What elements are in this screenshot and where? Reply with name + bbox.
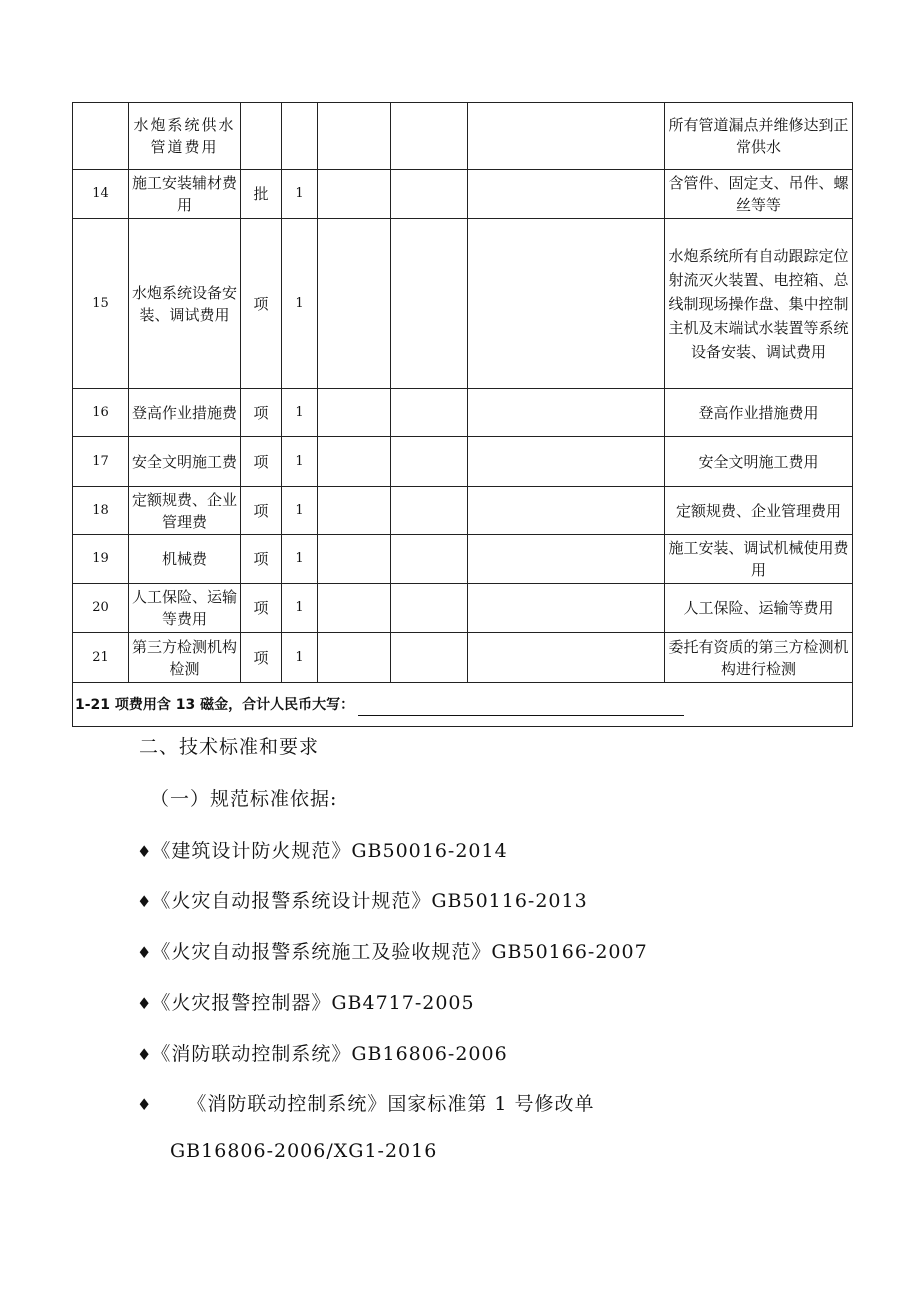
item-name: 施工安装辅材费用 [129,170,241,219]
item-name: 登高作业措施费 [129,389,241,437]
standard-text: 《消防联动控制系统》国家标准第 1 号修改单 [187,1093,595,1115]
item-quantity: 1 [282,633,318,683]
item-note: 含管件、固定支、吊件、螺丝等等 [665,170,853,219]
table-row [73,219,853,389]
table-row [73,487,853,535]
unit-price-cell [318,170,391,219]
item-quantity: 1 [282,535,318,584]
standard-text: 《建筑设计防火规范》GB50016-2014 [151,840,508,862]
table-row [73,389,853,437]
item-note: 施工安装、调试机械使用费用 [665,535,853,584]
item-unit: 项 [241,584,282,633]
standard-item [137,1089,595,1116]
standard-text: 《火灾自动报警系统施工及验收规范》GB50166-2007 [151,941,648,963]
item-note: 登高作业措施费用 [665,389,853,437]
item-unit: 项 [241,535,282,584]
item-quantity [282,103,318,170]
item-note: 人工保险、运输等费用 [665,584,853,633]
item-unit: 项 [241,219,282,389]
item-note: 安全文明施工费用 [665,437,853,487]
spec-cell [468,219,665,389]
table-row [73,584,853,633]
table-row [73,103,853,170]
item-name: 机械费 [129,535,241,584]
diamond-bullet-icon: ♦ [137,1045,152,1064]
spec-cell [468,584,665,633]
diamond-bullet-icon: ♦ [137,1095,152,1114]
section-heading: 二、技术标准和要求 [139,736,320,758]
unit-price-cell [318,535,391,584]
item-unit [241,103,282,170]
amount-cell [391,535,468,584]
amount-cell [391,389,468,437]
spec-cell [468,487,665,535]
item-unit: 项 [241,389,282,437]
standard-item [137,1039,508,1066]
row-number: 21 [73,633,129,683]
spec-cell [468,103,665,170]
standard-item [137,937,648,964]
item-note: 委托有资质的第三方检测机构进行检测 [665,633,853,683]
row-number: 15 [73,219,129,389]
row-number [73,103,129,170]
unit-price-cell [318,389,391,437]
unit-price-cell [318,219,391,389]
table-row [73,437,853,487]
total-cell [73,683,853,727]
row-number: 18 [73,487,129,535]
row-number: 20 [73,584,129,633]
standard-text: 《消防联动控制系统》GB16806-2006 [151,1043,508,1065]
item-unit: 项 [241,487,282,535]
item-unit: 批 [241,170,282,219]
amount-cell [391,219,468,389]
spec-cell [468,437,665,487]
unit-price-cell [318,103,391,170]
amount-cell [391,487,468,535]
table-row [73,170,853,219]
standard-text: 《火灾报警控制器》GB4717-2005 [151,992,475,1014]
amount-cell [391,437,468,487]
subsection-heading: （一）规范标准依据: [150,788,338,810]
item-quantity: 1 [282,487,318,535]
item-quantity: 1 [282,437,318,487]
standard-item [137,988,475,1015]
cost-table [72,102,853,727]
item-note: 定额规费、企业管理费用 [665,487,853,535]
spec-cell [468,535,665,584]
diamond-bullet-icon: ♦ [137,892,152,911]
unit-price-cell [318,437,391,487]
row-number: 14 [73,170,129,219]
spec-cell [468,633,665,683]
unit-price-cell [318,584,391,633]
item-unit: 项 [241,633,282,683]
item-quantity: 1 [282,584,318,633]
diamond-bullet-icon: ♦ [137,842,152,861]
item-name: 安全文明施工费 [129,437,241,487]
item-quantity: 1 [282,219,318,389]
diamond-bullet-icon: ♦ [137,943,152,962]
unit-price-cell [318,487,391,535]
standard-text: 《火灾自动报警系统设计规范》GB50116-2013 [151,890,588,912]
item-unit: 项 [241,437,282,487]
item-name: 水炮系统设备安装、调试费用 [129,219,241,389]
amount-cell [391,103,468,170]
spec-cell [468,389,665,437]
item-quantity: 1 [282,170,318,219]
item-name: 水炮系统供水管道费用 [129,103,241,170]
row-number: 16 [73,389,129,437]
table-row [73,633,853,683]
standard-item [137,836,508,863]
amount-cell [391,584,468,633]
item-quantity: 1 [282,389,318,437]
amount-cell [391,170,468,219]
total-row [73,683,853,727]
amount-blank-line [358,701,684,716]
item-note: 所有管道漏点并维修达到正常供水 [665,103,853,170]
standard-item [137,886,588,913]
item-note: 水炮系统所有自动跟踪定位射流灭火装置、电控箱、总线制现场操作盘、集中控制主机及末端试水装置等系统设备安装、调试费用 [665,219,853,389]
item-name: 人工保险、运输等费用 [129,584,241,633]
row-number: 17 [73,437,129,487]
spec-cell [468,170,665,219]
standard-continuation: GB16806-2006/XG1-2016 [170,1140,438,1162]
item-name: 定额规费、企业管理费 [129,487,241,535]
diamond-bullet-icon: ♦ [137,994,152,1013]
amount-cell [391,633,468,683]
row-number: 19 [73,535,129,584]
item-name: 第三方检测机构检测 [129,633,241,683]
table-row [73,535,853,584]
total-label: 1-21 项费用含 13 磁金，合计人民币大写： [75,696,355,713]
unit-price-cell [318,633,391,683]
